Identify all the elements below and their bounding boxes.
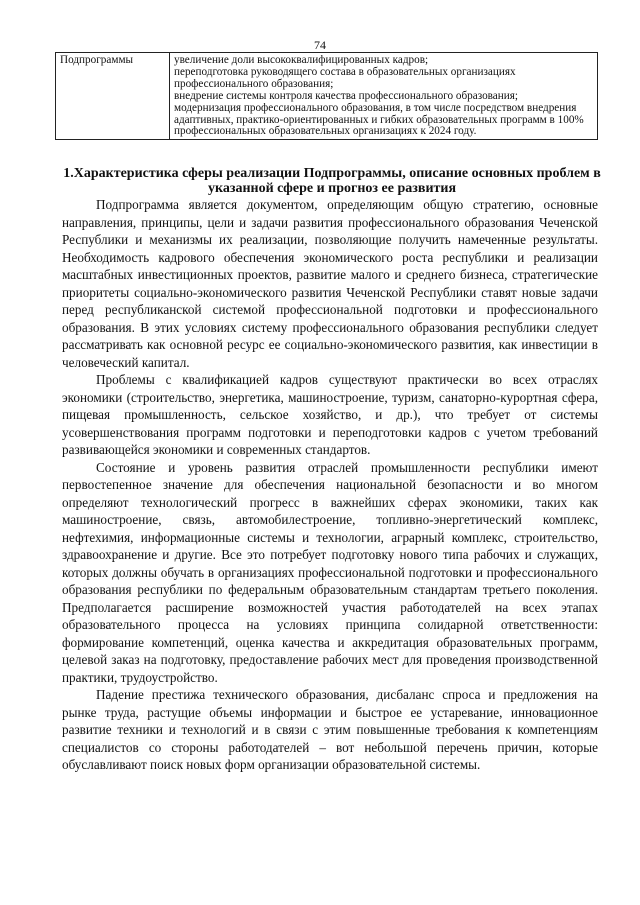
table-line: увеличение доли высококвалифицированных кадров;	[174, 54, 429, 66]
table-row	[56, 53, 598, 140]
table-line: внедрение системы контроля качества профессионального образования;	[174, 89, 519, 102]
table-line: модернизация профессионального образования, в том числе посредством внедрения адаптивных, практико-ориентированных и гибких образовательных программ в 100% профессиональных образовательных организациях к 2024 году.	[174, 101, 584, 138]
body-text	[62, 196, 598, 774]
subprogram-table	[55, 52, 598, 140]
table-value-cell	[170, 53, 598, 140]
table-label-cell: Подпрограммы	[56, 53, 170, 140]
page-number: 74	[314, 38, 326, 52]
paragraph: Подпрограмма является документом, определяющим общую стратегию, основные направления, принципы, цели и задачи развития профессионального образования Чеченской Республики и механизмы их реализации, позволяющие получить намеченные результаты. Необходимость кадрового обеспечения экономического роста республики и реализации масштабных инвестиционных проектов, развитие малого и среднего бизнеса, стратегические приоритеты социально-экономического развития Чеченской Республики ставят новые задачи перед республиканской системой профессиональной подготовки и профессионального образования. В этих условиях систему профессионального образования республики следует рассматривать как основной ресурс ее социально-экономического развития, как инвестиции в человеческий капитал.	[62, 197, 598, 370]
paragraph: Проблемы с квалификацией кадров существуют практически во всех отраслях экономики (строительство, энергетика, машиностроение, туризм, санаторно-курортная сфера, пищевая промышленность, сельское хозяйство, и др.), что требует от системы усовершенствования программ подготовки и переподготовки кадров с учетом требований развивающейся экономики и современных стандартов.	[62, 372, 598, 457]
paragraph: Падение престижа технического образования, дисбаланс спроса и предложения на рынке труда, растущие объемы информации и быстрое ее устаревание, инновационное развитие техники и технологий и в связи с этим повышенные требования к компетенциям специалистов со стороны работодателей – вот небольшой перечень причин, которые обуславливают поиск новых форм организации образовательной системы.	[62, 687, 598, 772]
table-line: переподготовка руководящего состава в образовательных организациях профессионального образования;	[174, 65, 516, 90]
section-heading: 1.Характеристика сферы реализации Подпрограммы, описание основных проблем в указанной сфере и прогноз ее развития	[63, 166, 601, 196]
paragraph: Состояние и уровень развития отраслей промышленности республики имеют первостепенное значение для обеспечения национальной безопасности и во многом определяют технологический прогресс в важнейших сферах экономики, таких как машиностроение, связь, автомобилестроение, топливно-энергетический комплекс, нефтехимия, информационные системы и технологии, аграрный комплекс, строительство, здравоохранение и другие. Все это потребует подготовку нового типа рабочих и служащих, которых должны обучать в организациях профессиональной подготовки и профессионального образования республики по федеральным образовательным стандартам третьего поколения. Предполагается расширение возможностей участия работодателей на всех этапах образовательного процесса на условиях принципа солидарной ответственности: формирование компетенций, оценка качества и аккредитация образовательных программ, целевой заказ на подготовку, предоставление рабочих мест для проведения производственной практики, трудоустройство.	[62, 459, 598, 685]
